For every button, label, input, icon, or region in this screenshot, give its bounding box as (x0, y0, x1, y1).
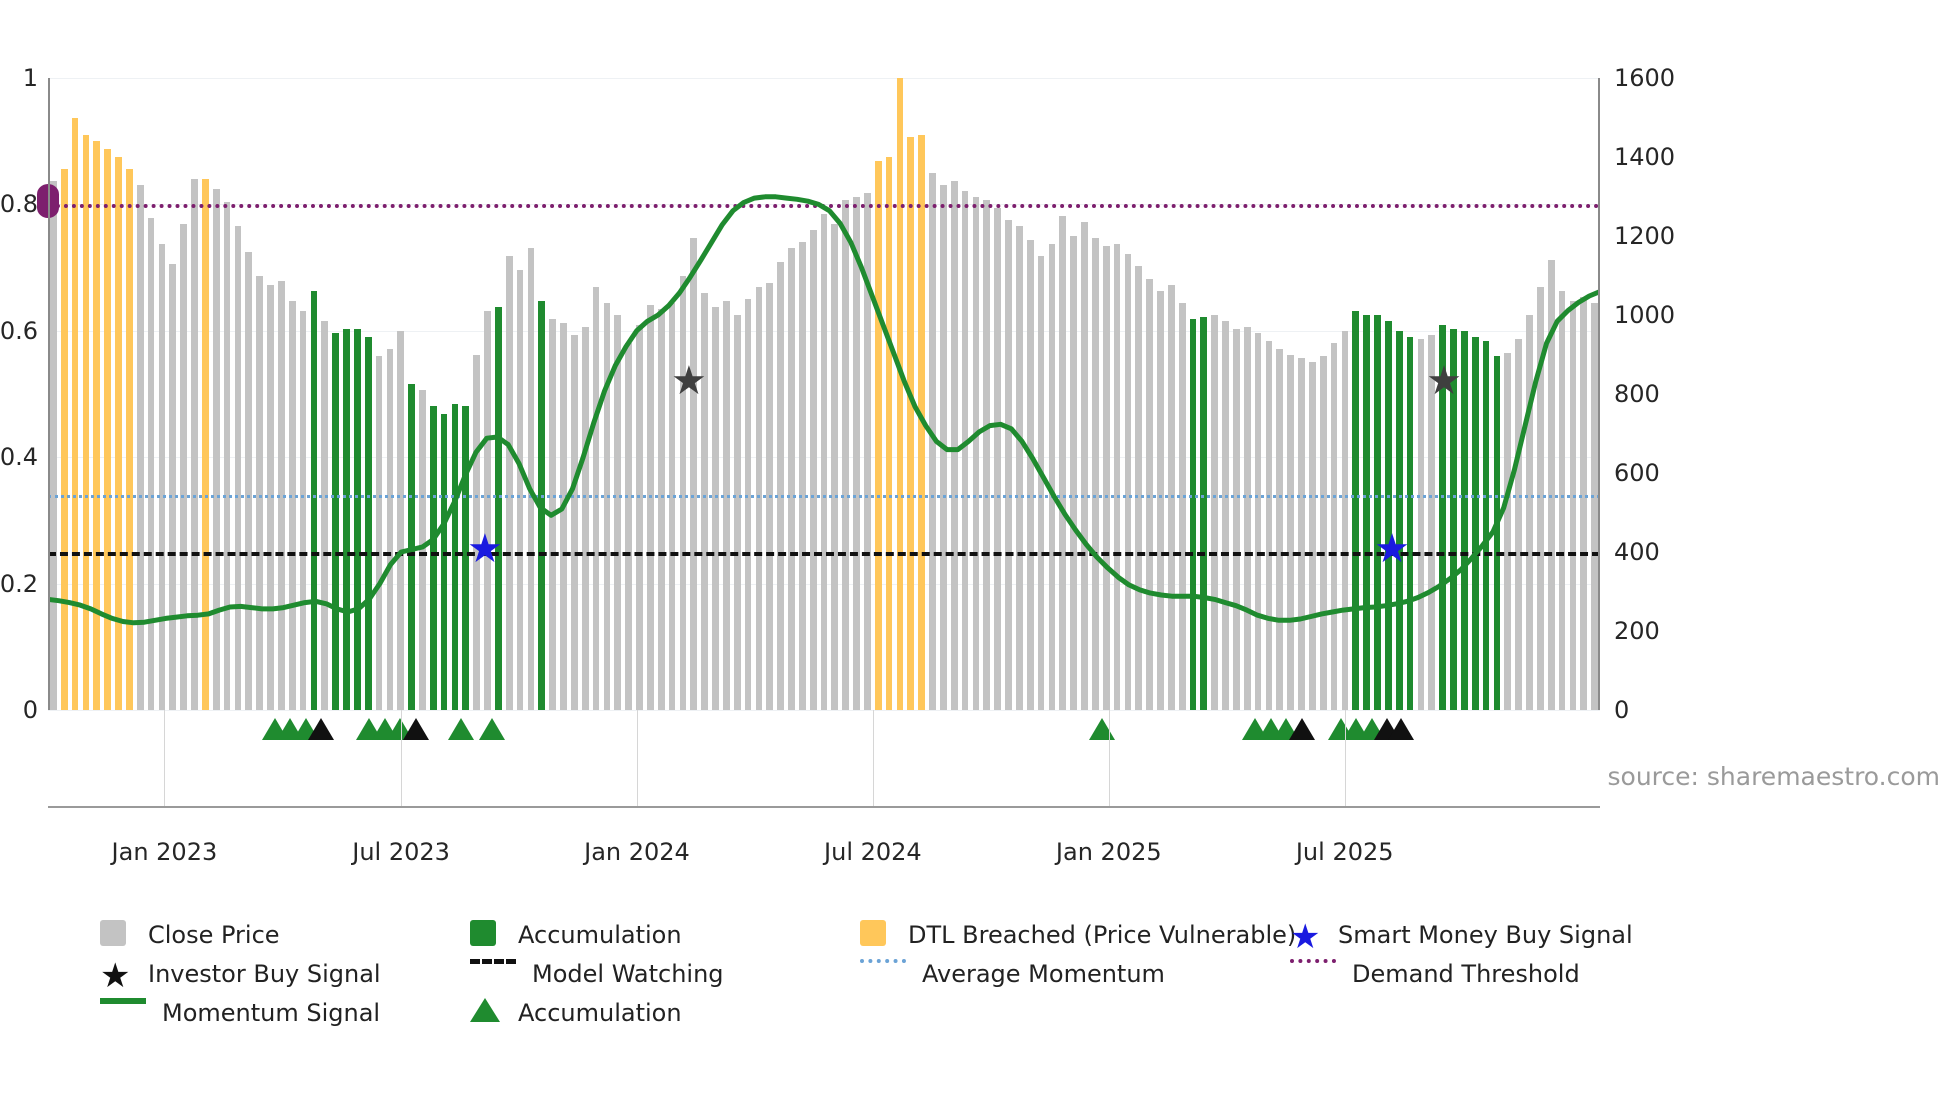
legend-item-label: Momentum Signal (162, 999, 381, 1027)
x-axis-tick (401, 710, 402, 806)
investor-buy-star-icon: ★ (671, 358, 707, 405)
legend-item-label: Model Watching (532, 960, 724, 988)
x-axis-tick (873, 710, 874, 806)
legend-color-swatch (100, 920, 126, 946)
y-axis-right-tick-label: 200 (1614, 617, 1660, 645)
legend-line-swatch (470, 959, 516, 964)
legend-line-swatch (1290, 959, 1336, 963)
y-axis-left-spine (48, 78, 50, 710)
y-axis-left-tick-label: 0.8 (0, 190, 38, 219)
x-axis-tick (164, 710, 165, 806)
accumulation-triangle-icon (403, 718, 429, 740)
smart-money-buy-star-icon: ★ (466, 525, 503, 572)
legend-line-swatch (100, 998, 146, 1004)
accumulation-triangle-icon (1089, 718, 1115, 740)
y-axis-right-tick-label: 600 (1614, 459, 1660, 487)
star-icon: ★ (100, 956, 131, 996)
y-axis-left-tick-label: 0.2 (0, 569, 38, 598)
y-axis-left-tick-label: 0 (22, 696, 38, 724)
x-axis-tick-label: Jan 2024 (584, 838, 690, 866)
x-axis-tick (1109, 710, 1110, 806)
legend-row-2 (100, 956, 1940, 998)
x-axis-tick-label: Jan 2023 (111, 838, 218, 866)
legend-average-momentum[interactable] (860, 959, 1165, 989)
legend-demand-threshold[interactable] (1290, 959, 1580, 989)
y-axis-left-tick-label: 0.4 (0, 443, 38, 472)
legend-row-3 (100, 998, 1940, 1037)
legend-dtl-breached[interactable] (860, 920, 1296, 950)
momentum-signal-line (48, 78, 1600, 710)
smart-money-buy-star-icon: ★ (1374, 525, 1410, 572)
source-note: source: sharemaestro.com (1607, 762, 1940, 791)
y-axis-right-tick-label: 1000 (1614, 301, 1676, 329)
legend-item-label: Investor Buy Signal (148, 960, 381, 988)
legend-line-swatch (860, 959, 906, 963)
plot-area (48, 78, 1600, 710)
legend-square-swatch (860, 920, 894, 950)
legend-line-swatch-wrap (100, 998, 148, 1028)
legend-item-label: Demand Threshold (1352, 960, 1580, 988)
legend-item-label: Accumulation (518, 999, 682, 1027)
x-axis-tick-label: Jul 2025 (1295, 838, 1394, 866)
legend-color-swatch (470, 920, 496, 946)
legend-item-label: Average Momentum (922, 960, 1165, 988)
y-axis-right-spine (1598, 78, 1600, 710)
gridline (48, 710, 1600, 711)
legend-item-label: Close Price (148, 921, 280, 949)
x-axis-tick-label: Jul 2023 (352, 838, 450, 866)
legend-triangle-swatch (470, 998, 504, 1028)
x-axis-tick (637, 710, 638, 806)
legend (100, 917, 1940, 1037)
legend-momentum-signal[interactable] (100, 998, 380, 1028)
legend-star-swatch (1290, 917, 1324, 957)
y-axis-right-tick-label: 800 (1614, 380, 1660, 408)
legend-model-watching[interactable] (470, 959, 724, 989)
legend-item-label: DTL Breached (Price Vulnerable) (908, 921, 1297, 949)
y-axis-left-tick-label: 0.6 (0, 316, 38, 345)
legend-row-1 (100, 917, 1940, 959)
y-axis-right-tick-label: 400 (1614, 538, 1660, 566)
legend-item-label: Accumulation (518, 921, 682, 949)
x-axis-spine (48, 806, 1600, 808)
y-axis-right-tick-label: 1400 (1614, 143, 1676, 171)
x-axis-tick (1345, 710, 1346, 806)
accumulation-triangle-icon (1388, 718, 1414, 740)
y-axis-right-tick-label: 1200 (1614, 222, 1676, 250)
x-axis-tick-label: Jan 2025 (1055, 838, 1162, 866)
legend-line-swatch-wrap (470, 959, 518, 989)
y-axis-left-tick-label: 1 (22, 64, 38, 92)
legend-line-swatch-wrap (1290, 959, 1338, 989)
y-axis-right-tick-label: 1600 (1614, 64, 1676, 92)
legend-line-swatch-wrap (860, 959, 908, 989)
star-icon: ★ (1290, 917, 1321, 957)
x-axis-tick-label: Jul 2024 (824, 838, 922, 866)
legend-square-swatch (100, 920, 134, 950)
legend-star-swatch (100, 956, 134, 996)
legend-investor-buy[interactable] (100, 956, 381, 996)
legend-color-swatch (860, 920, 886, 946)
legend-close-price[interactable] (100, 920, 280, 950)
y-axis-right-tick-label: 0 (1614, 696, 1630, 724)
triangle-icon (470, 998, 500, 1022)
legend-smart-money-buy[interactable] (1290, 917, 1633, 957)
investor-buy-star-icon: ★ (1426, 358, 1462, 405)
legend-accumulation-triangle[interactable] (470, 998, 682, 1028)
legend-item-label: Smart Money Buy Signal (1338, 921, 1633, 949)
accumulation-marker-row (48, 712, 1600, 752)
accumulation-triangle-icon (448, 718, 474, 740)
accumulation-triangle-icon (308, 718, 334, 740)
accumulation-triangle-icon (479, 718, 505, 740)
plot-inner (48, 78, 1600, 710)
accumulation-triangle-icon (1289, 718, 1315, 740)
legend-square-swatch (470, 920, 504, 950)
legend-accumulation-bar[interactable] (470, 920, 682, 950)
